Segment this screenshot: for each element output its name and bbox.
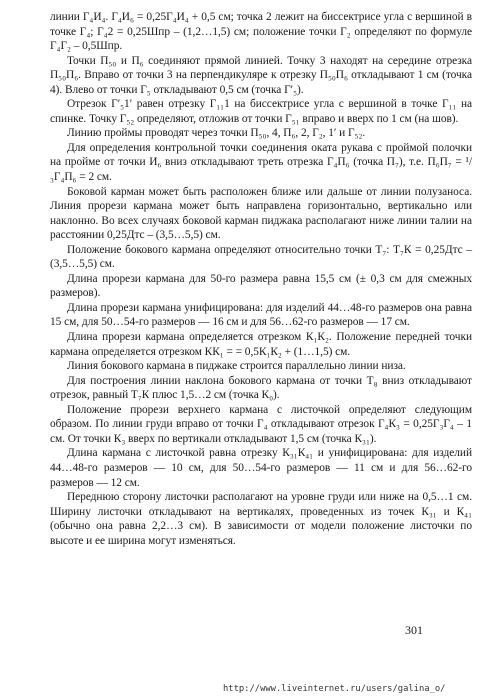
paragraph: Линию проймы проводят через точки П₅₀, 4, П₆, 2, Г₂, 1′ и Г₅₂.: [67, 127, 366, 140]
paragraph: линии Г₄И₄. Г₄И₆ = 0,25Г₄И₄ + 0,5 см; точка 2 лежит на биссектрисе угла с вершиной в точке Г₄; Г₄2 = 0,25Шпр – (1,2…1,5) см; положение точки Г₂ определяют по формуле Г₄Г₂ – 0,5Шпр.: [50, 11, 472, 53]
footer-url[interactable]: http://www.liveinternet.ru/users/galina_o/: [223, 684, 446, 694]
paragraph: Линия бокового кармана в пиджаке строится параллельно линии низа.: [67, 360, 406, 373]
paragraph: Для определения контрольной точки соединения оката рукава с проймой полочки на пройме от точки И₆ вниз откладывают треть отрезка Г₄П₆ (точка П₇), т.е. П₆П₇ = ¹/₃Г₄П₆ = 2 см.: [50, 141, 472, 184]
paragraph: Для построения линии наклона бокового кармана от точки Т₈ вниз откладывают отрезок, равный Т₇К плюс 1,5…2 см (точка К₀).: [50, 374, 472, 402]
page-number: 301: [405, 623, 423, 637]
paragraph: Переднюю сторону листочки располагают на уровне груди или ниже на 0,5…1 см. Ширину листочки откладывают на вертикалях, проведенных из точек К₃₁ и К₄₁ (обычно она равна 2,2…3 см). В зависимости от модели положение листочки по высоте и ее ширина могут изменяться.: [50, 491, 472, 547]
paragraph: Длина кармана с листочкой равна отрезку К₃₁К₄₁ и унифицирована: для изделий 44…48-го размеров — 10 см, для 50…54-го размеров — 11 см и для 56…62-го размеров — 12 см.: [50, 447, 472, 489]
paragraph: Положение бокового кармана определяют относительно точки Т₇: Т₇К = 0,25Дтс – (3,5…5,5) см.: [50, 243, 472, 271]
paragraph: Длина прорези кармана для 50-го размера равна 15,5 см (± 0,3 см для смежных размеров).: [50, 272, 472, 300]
paragraph: Длина прорези кармана унифицирована: для изделий 44…48-го размеров она равна 15 см, для 50…54-го размеров — 16 см и для 56…62-го размеров — 17 см.: [50, 301, 472, 329]
text-body: [50, 10, 472, 548]
paragraph: Длина прорези кармана определяется отрезком К₁К₂. Положение передней точки кармана определяется отрезком КК₁ = = 0,5К₁К₂ + (1…1,5) см.: [50, 331, 472, 358]
paragraph: Отрезок Г′₅1′ равен отрезку Г₁₁1 на биссектрисе угла с вершиной в точке Г₁₁ на спинке. Точку Г₅₂ определяют, отложив от точки Г₅₁ вправо и вверх по 1 см (на шов).: [50, 98, 472, 125]
paragraph: Точки П₅₀ и П₆ соединяют прямой линией. Точку 3 находят на середине отрезка П₅₀П₆. Вправо от точки 3 на перпендикуляре к отрезку П₅₀П₆ откладывают 1 см (точка 4). Влево от точки Г₅ откладывают 0,5 см (точка Г′₅).: [50, 54, 472, 96]
paragraph: Положение прорези верхнего кармана с листочкой определяют следующим образом. По линии груди вправо от точки Г₄ откладывают отрезок Г₄К₃ = 0,25Г₃Г₄ – 1 см. От точки К₃ вверх по вертикали откладывают 1,5 см (точка К₃₁).: [50, 403, 472, 445]
paragraph: Боковой карман может быть расположен ближе или дальше от линии полузаноса. Линия прорези кармана может быть направлена горизонтально, вертикально или наклонно. Во всех случаях боковой карман пиджака располагают ниже линии талии на расстоянии 0,25Дтс – (3,5…5,5) см.: [50, 185, 472, 242]
